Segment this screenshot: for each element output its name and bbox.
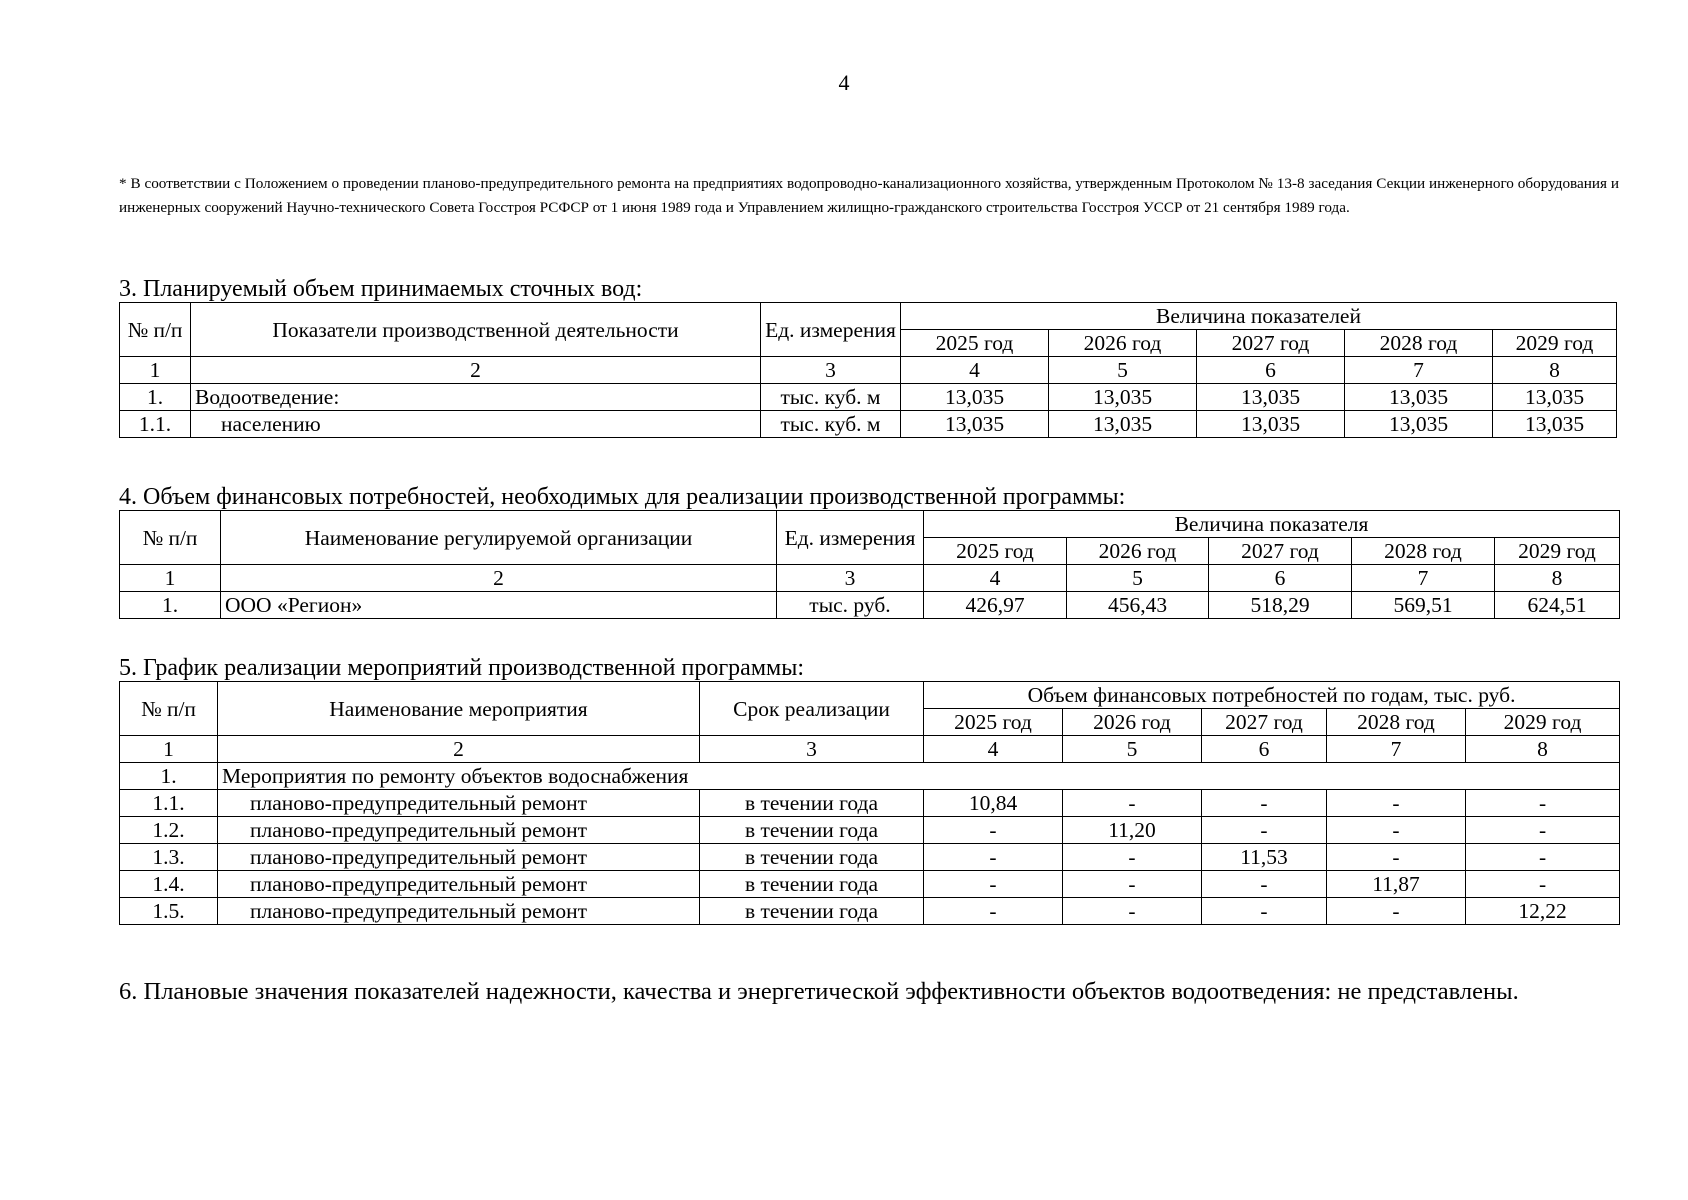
row-value: - [1063, 844, 1202, 871]
row-value: 13,035 [1197, 384, 1345, 411]
header-group: Объем финансовых потребностей по годам, тыс. руб. [924, 682, 1620, 709]
row-name: планово-предупредительный ремонт [218, 844, 700, 871]
row-value: 11,53 [1202, 844, 1327, 871]
col-number: 3 [761, 357, 901, 384]
row-num: 1.2. [120, 817, 218, 844]
header-year: 2027 год [1202, 709, 1327, 736]
header-num: № п/п [120, 303, 191, 357]
col-number: 3 [700, 736, 924, 763]
row-value: 13,035 [1493, 384, 1617, 411]
row-value: 10,84 [924, 790, 1063, 817]
row-value: 13,035 [901, 411, 1049, 438]
col-number: 5 [1063, 736, 1202, 763]
row-value: - [1202, 817, 1327, 844]
col-number: 2 [191, 357, 761, 384]
col-number: 7 [1327, 736, 1466, 763]
col-number: 2 [218, 736, 700, 763]
row-term: в течении года [700, 790, 924, 817]
row-value: - [924, 871, 1063, 898]
header-year: 2025 год [924, 709, 1063, 736]
header-year: 2029 год [1495, 538, 1620, 565]
row-value: - [1466, 844, 1620, 871]
header-num: № п/п [120, 511, 221, 565]
column-number-row [120, 736, 1620, 763]
header-year: 2028 год [1327, 709, 1466, 736]
row-term: в течении года [700, 817, 924, 844]
row-value: 13,035 [1345, 384, 1493, 411]
section-6-text: 6. Плановые значения показателей надежности, качества и энергетической эффективности объектов водоотведения: не представлены. [119, 978, 1519, 1005]
header-year: 2026 год [1049, 330, 1197, 357]
header-year: 2026 год [1063, 709, 1202, 736]
col-number: 4 [901, 357, 1049, 384]
row-num: 1.1. [120, 790, 218, 817]
header-group: Величина показателей [901, 303, 1617, 330]
row-value: - [1202, 871, 1327, 898]
section-4-table [119, 510, 1620, 619]
row-value: - [1063, 898, 1202, 925]
row-value: - [924, 898, 1063, 925]
section-5-table [119, 681, 1620, 925]
column-number-row [120, 357, 1617, 384]
group-name: Мероприятия по ремонту объектов водоснабжения [218, 763, 1620, 790]
table-header-row [120, 682, 1620, 709]
header-name: Наименование мероприятия [218, 682, 700, 736]
header-year: 2029 год [1493, 330, 1617, 357]
row-name: планово-предупредительный ремонт [218, 790, 700, 817]
row-value: 11,87 [1327, 871, 1466, 898]
row-value: 13,035 [1049, 384, 1197, 411]
header-name: Показатели производственной деятельности [191, 303, 761, 357]
row-value: - [1327, 844, 1466, 871]
col-number: 3 [777, 565, 924, 592]
table-header-row [120, 511, 1620, 538]
row-name: ООО «Регион» [221, 592, 777, 619]
row-value: 13,035 [1345, 411, 1493, 438]
header-num: № п/п [120, 682, 218, 736]
table-row [120, 384, 1617, 411]
header-year: 2025 год [924, 538, 1067, 565]
row-value: 518,29 [1209, 592, 1352, 619]
row-num: 1.5. [120, 898, 218, 925]
row-value: 13,035 [901, 384, 1049, 411]
row-num: 1.1. [120, 411, 191, 438]
col-number: 1 [120, 736, 218, 763]
row-value: - [924, 817, 1063, 844]
row-value: - [924, 844, 1063, 871]
col-number: 6 [1202, 736, 1327, 763]
row-value: - [1327, 790, 1466, 817]
row-name: планово-предупредительный ремонт [218, 898, 700, 925]
table-row [120, 790, 1620, 817]
row-name: планово-предупредительный ремонт [218, 871, 700, 898]
row-value: - [1202, 898, 1327, 925]
row-value: - [1466, 790, 1620, 817]
row-name: населению [191, 411, 761, 438]
header-year: 2028 год [1352, 538, 1495, 565]
row-term: в течении года [700, 844, 924, 871]
header-name: Наименование регулируемой организации [221, 511, 777, 565]
table-group-row [120, 763, 1620, 790]
header-year: 2027 год [1209, 538, 1352, 565]
header-year: 2027 год [1197, 330, 1345, 357]
row-value: - [1202, 790, 1327, 817]
header-year: 2029 год [1466, 709, 1620, 736]
col-number: 7 [1352, 565, 1495, 592]
row-unit: тыс. руб. [777, 592, 924, 619]
section-4-title: 4. Объем финансовых потребностей, необходимых для реализации производственной программы: [119, 484, 1126, 510]
col-number: 6 [1209, 565, 1352, 592]
row-num: 1.4. [120, 871, 218, 898]
row-value: - [1063, 790, 1202, 817]
section-3-title: 3. Планируемый объем принимаемых сточных вод: [119, 276, 643, 302]
row-num: 1.3. [120, 844, 218, 871]
header-term: Срок реализации [700, 682, 924, 736]
row-value: 13,035 [1049, 411, 1197, 438]
row-unit: тыс. куб. м [761, 411, 901, 438]
row-num: 1. [120, 592, 221, 619]
col-number: 8 [1466, 736, 1620, 763]
col-number: 5 [1049, 357, 1197, 384]
col-number: 5 [1067, 565, 1209, 592]
row-value: 13,035 [1197, 411, 1345, 438]
row-num: 1. [120, 384, 191, 411]
row-value: - [1327, 817, 1466, 844]
col-number: 8 [1495, 565, 1620, 592]
col-number: 7 [1345, 357, 1493, 384]
col-number: 8 [1493, 357, 1617, 384]
header-year: 2026 год [1067, 538, 1209, 565]
row-value: 12,22 [1466, 898, 1620, 925]
footnote: * В соответствии с Положением о проведении планово-предупредительного ремонта на предприятиях водопроводно-канализационного хозяйства, утвержденным Протоколом № 13-8 заседания Секции инженерного оборудования и инженерных сооружений Научно-технического Совета Госстроя РСФСР от 1 июня 1989 года и Управлением жилищно-гражданского строительства Госстроя УССР от 21 сентября 1989 года. [119, 175, 1619, 216]
header-year: 2028 год [1345, 330, 1493, 357]
col-number: 4 [924, 565, 1067, 592]
table-row [120, 817, 1620, 844]
row-value: - [1327, 898, 1466, 925]
row-value: - [1466, 871, 1620, 898]
header-year: 2025 год [901, 330, 1049, 357]
section-3-table [119, 302, 1617, 438]
row-unit: тыс. куб. м [761, 384, 901, 411]
table-row [120, 592, 1620, 619]
table-row [120, 871, 1620, 898]
row-value: - [1466, 817, 1620, 844]
row-value: 13,035 [1493, 411, 1617, 438]
row-value: - [1063, 871, 1202, 898]
row-value: 569,51 [1352, 592, 1495, 619]
row-value: 11,20 [1063, 817, 1202, 844]
table-row [120, 898, 1620, 925]
row-name: планово-предупредительный ремонт [218, 817, 700, 844]
col-number: 1 [120, 565, 221, 592]
row-name: Водоотведение: [191, 384, 761, 411]
table-row [120, 844, 1620, 871]
header-group: Величина показателя [924, 511, 1620, 538]
table-header-row [120, 303, 1617, 330]
col-number: 4 [924, 736, 1063, 763]
col-number: 1 [120, 357, 191, 384]
row-value: 426,97 [924, 592, 1067, 619]
col-number: 2 [221, 565, 777, 592]
col-number: 6 [1197, 357, 1345, 384]
row-value: 624,51 [1495, 592, 1620, 619]
header-unit: Ед. измерения [761, 303, 901, 357]
row-term: в течении года [700, 871, 924, 898]
column-number-row [120, 565, 1620, 592]
page-number: 4 [838, 70, 850, 95]
group-num: 1. [120, 763, 218, 790]
header-unit: Ед. измерения [777, 511, 924, 565]
row-term: в течении года [700, 898, 924, 925]
table-row [120, 411, 1617, 438]
section-5-title: 5. График реализации мероприятий производственной программы: [119, 655, 804, 681]
row-value: 456,43 [1067, 592, 1209, 619]
